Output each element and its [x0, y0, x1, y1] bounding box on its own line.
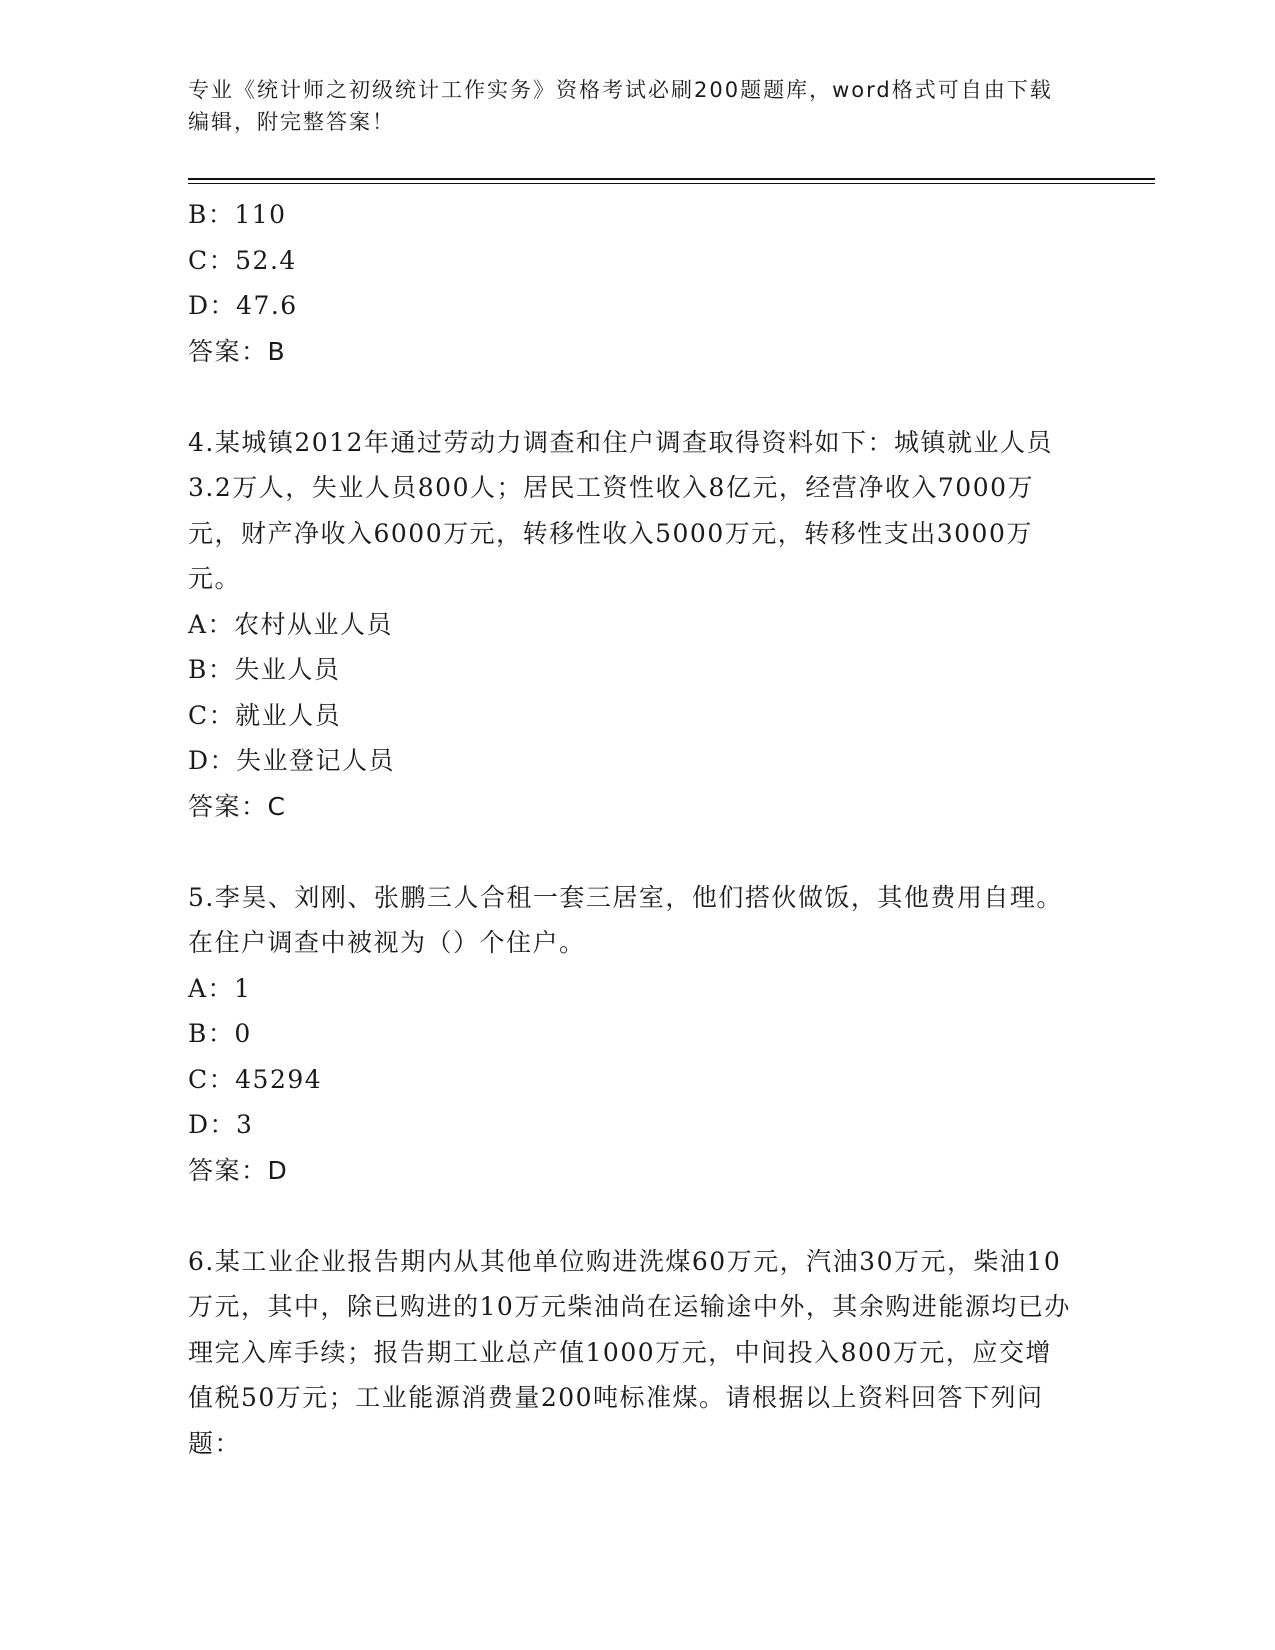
header-rule-thin — [188, 183, 1155, 184]
q4-option-b: B：失业人员 — [188, 655, 341, 684]
q3-option-c: C：52.4 — [188, 245, 297, 275]
q4-text: 4.某城镇2012年通过劳动力调查和住户调查取得资料如下：城镇就业人员3.2万人，失业人员800人；居民工资性收入8亿元，经营净收入7000万元，财产净收入6000万元，转移性收入5000万元，转移性支出3000万元。 — [188, 427, 1053, 593]
q4-answer: 答案：C — [188, 791, 287, 821]
q6-text: 6.某工业企业报告期内从其他单位购进洗煤60万元，汽油30万元，柴油10万元，其中，除已购进的10万元柴油尚在运输途中外，其余购进能源均已办理完入库手续；报告期工业总产值1000万元，中间投入800万元，应交增值税50万元；工业能源消费量200吨标准煤。请根据以上资料回答下列问题： — [188, 1246, 1071, 1458]
q3-option-d: D：47.6 — [188, 291, 298, 320]
q5-option-d: D：3 — [188, 1110, 254, 1139]
spacer — [188, 374, 1088, 420]
q4-option-a: A：农村从业人员 — [188, 609, 394, 639]
q5-option-a: A：1 — [188, 973, 252, 1003]
q4-option-d: D：失业登记人员 — [188, 746, 396, 775]
q3-option-b: B：110 — [188, 200, 287, 229]
question-content — [188, 192, 1088, 1466]
document-header: 专业《统计师之初级统计工作实务》资格考试必刷200题题库，word格式可自由下载编辑，附完整答案！ — [188, 78, 1053, 134]
q4-option-c: C：就业人员 — [188, 700, 342, 730]
q5-answer: 答案：D — [188, 1155, 289, 1185]
q5-option-c: C：45294 — [188, 1064, 323, 1094]
q5-option-b: B：0 — [188, 1019, 252, 1048]
spacer — [188, 1193, 1088, 1239]
spacer — [188, 829, 1088, 875]
header-rule-thick — [188, 178, 1155, 180]
q5-text: 5.李昊、刘刚、张鹏三人合租一套三居室，他们搭伙做饭，其他费用自理。在住户调查中被视为（）个住户。 — [188, 882, 1063, 957]
q3-answer: 答案：B — [188, 336, 287, 366]
